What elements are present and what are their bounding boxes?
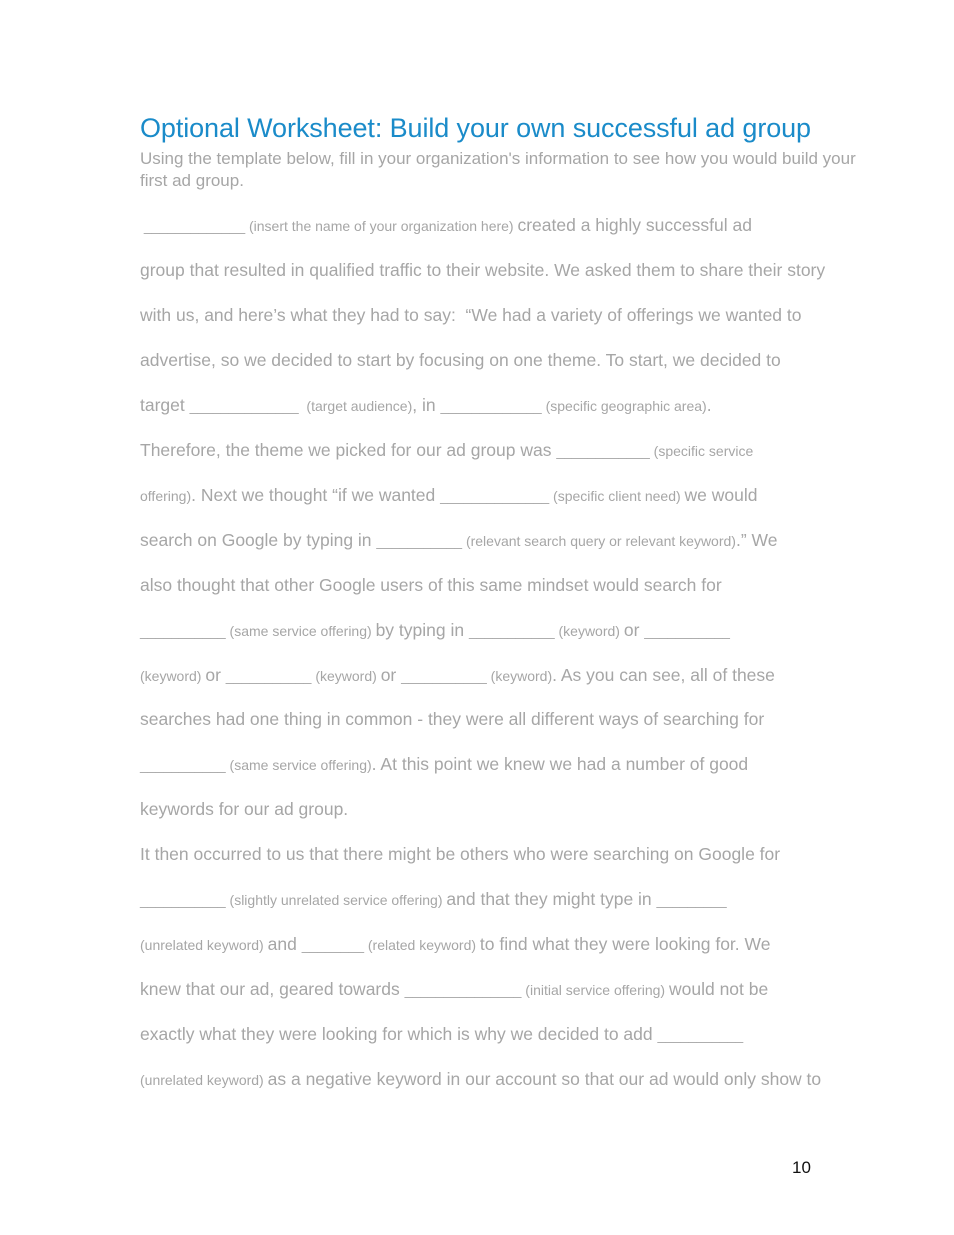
worksheet-text: , in xyxy=(412,395,441,415)
worksheet-line xyxy=(140,618,730,642)
fill-in-blank-hint: (unrelated keyword) xyxy=(140,1072,268,1088)
worksheet-line xyxy=(140,483,758,507)
worksheet-text: knew that our ad, geared towards xyxy=(140,979,405,999)
page-number: 10 xyxy=(792,1158,811,1177)
worksheet-text: exactly what they were looking for which is why we decided to add xyxy=(140,1024,658,1044)
worksheet-text: also thought that other Google users of this same mindset would search for xyxy=(140,575,722,595)
worksheet-line xyxy=(140,258,825,282)
worksheet-line xyxy=(140,438,753,462)
worksheet-line xyxy=(140,528,777,552)
fill-in-blank-hint: ___________ (same service offering) xyxy=(140,623,376,639)
fill-in-blank-hint: ___________ (same service offering) xyxy=(140,757,372,773)
worksheet-text: advertise, so we decided to start by focusing on one theme. To start, we decided to xyxy=(140,350,781,370)
fill-in-blank-hint: ____________ (specific service xyxy=(556,443,754,459)
fill-in-blank-hint: ______________ (target audience) xyxy=(189,398,413,414)
worksheet-line xyxy=(140,663,775,687)
worksheet-text: as a negative keyword in our account so that our ad would only show to xyxy=(267,1069,822,1089)
fill-in-blank-hint: ___________ xyxy=(657,1027,744,1043)
worksheet-text: .” We xyxy=(735,530,778,550)
worksheet-text: we would xyxy=(684,485,758,505)
page-title: Optional Worksheet: Build your own successful ad group xyxy=(140,113,811,143)
fill-in-blank-hint: _____________ (specific geographic area) xyxy=(440,398,707,414)
worksheet-line xyxy=(140,573,722,597)
fill-in-blank-hint: (keyword) xyxy=(140,668,206,684)
page-subtitle: Using the template below, fill in your organization's information to see how you would build your first ad group. xyxy=(140,149,856,190)
worksheet-line xyxy=(140,303,802,327)
worksheet-text: group that resulted in qualified traffic to their website. We asked them to share their story xyxy=(140,260,826,280)
worksheet-text: Therefore, the theme we picked for our ad group was xyxy=(140,440,557,460)
worksheet-line xyxy=(140,213,752,237)
worksheet-text: or xyxy=(380,665,402,685)
worksheet-text: with us, and here’s what they had to say: “We had a variety of offerings we wanted to xyxy=(140,305,802,325)
worksheet-text: would not be xyxy=(668,979,769,999)
worksheet-line xyxy=(140,932,770,956)
worksheet-text: and xyxy=(267,934,302,954)
worksheet-line xyxy=(140,842,780,866)
fill-in-blank-hint: ___________ xyxy=(644,623,730,639)
worksheet-text: by typing in xyxy=(375,620,469,640)
worksheet-text: keywords for our ad group. xyxy=(140,799,349,819)
fill-in-blank-hint: (unrelated keyword) xyxy=(140,937,268,953)
worksheet-text: . As you can see, all of these xyxy=(552,665,775,685)
fill-in-blank-hint: ___________ (relevant search query or relevant keyword) xyxy=(376,533,736,549)
worksheet-text: or xyxy=(205,665,226,685)
worksheet-line xyxy=(140,348,781,372)
worksheet-text: . xyxy=(706,395,712,415)
worksheet-line xyxy=(140,977,768,1001)
worksheet-text: or xyxy=(623,620,645,640)
worksheet-line xyxy=(140,393,712,417)
fill-in-blank-hint: _____________ (insert the name of your organization here) xyxy=(140,218,518,234)
worksheet-text: and that they might type in xyxy=(446,889,657,909)
worksheet-text: . Next we thought “if we wanted xyxy=(191,485,441,505)
worksheet-line xyxy=(140,887,727,911)
worksheet-line xyxy=(140,752,748,776)
fill-in-blank-hint: ___________ (keyword) xyxy=(468,623,624,639)
fill-in-blank-hint: _________ xyxy=(656,892,727,908)
worksheet-text: created a highly successful ad xyxy=(517,215,752,235)
worksheet-line xyxy=(140,797,348,821)
worksheet-line xyxy=(140,1022,743,1046)
fill-in-blank-hint: ___________ (keyword) xyxy=(225,668,381,684)
worksheet-text: search on Google by typing in xyxy=(140,530,377,550)
worksheet-text: It then occurred to us that there might be others who were searching on Google for xyxy=(140,844,781,864)
fill-in-blank-hint: ___________ (slightly unrelated service offering) xyxy=(140,892,447,908)
fill-in-blank-hint: ___________ (keyword) xyxy=(401,668,553,684)
fill-in-blank-hint: offering) xyxy=(140,488,192,504)
worksheet-text: . At this point we knew we had a number of good xyxy=(371,754,749,774)
worksheet-text: to find what they were looking for. We xyxy=(479,934,771,954)
fill-in-blank-hint: _______________ (initial service offering) xyxy=(404,982,669,998)
fill-in-blank-hint: ________ (related keyword) xyxy=(301,937,480,953)
fill-in-blank-hint: ______________ (specific client need) xyxy=(440,488,685,504)
worksheet-text: target xyxy=(140,395,190,415)
worksheet-line xyxy=(140,707,764,731)
worksheet-line xyxy=(140,1067,821,1091)
worksheet-text: searches had one thing in common - they were all different ways of searching for xyxy=(140,709,765,729)
